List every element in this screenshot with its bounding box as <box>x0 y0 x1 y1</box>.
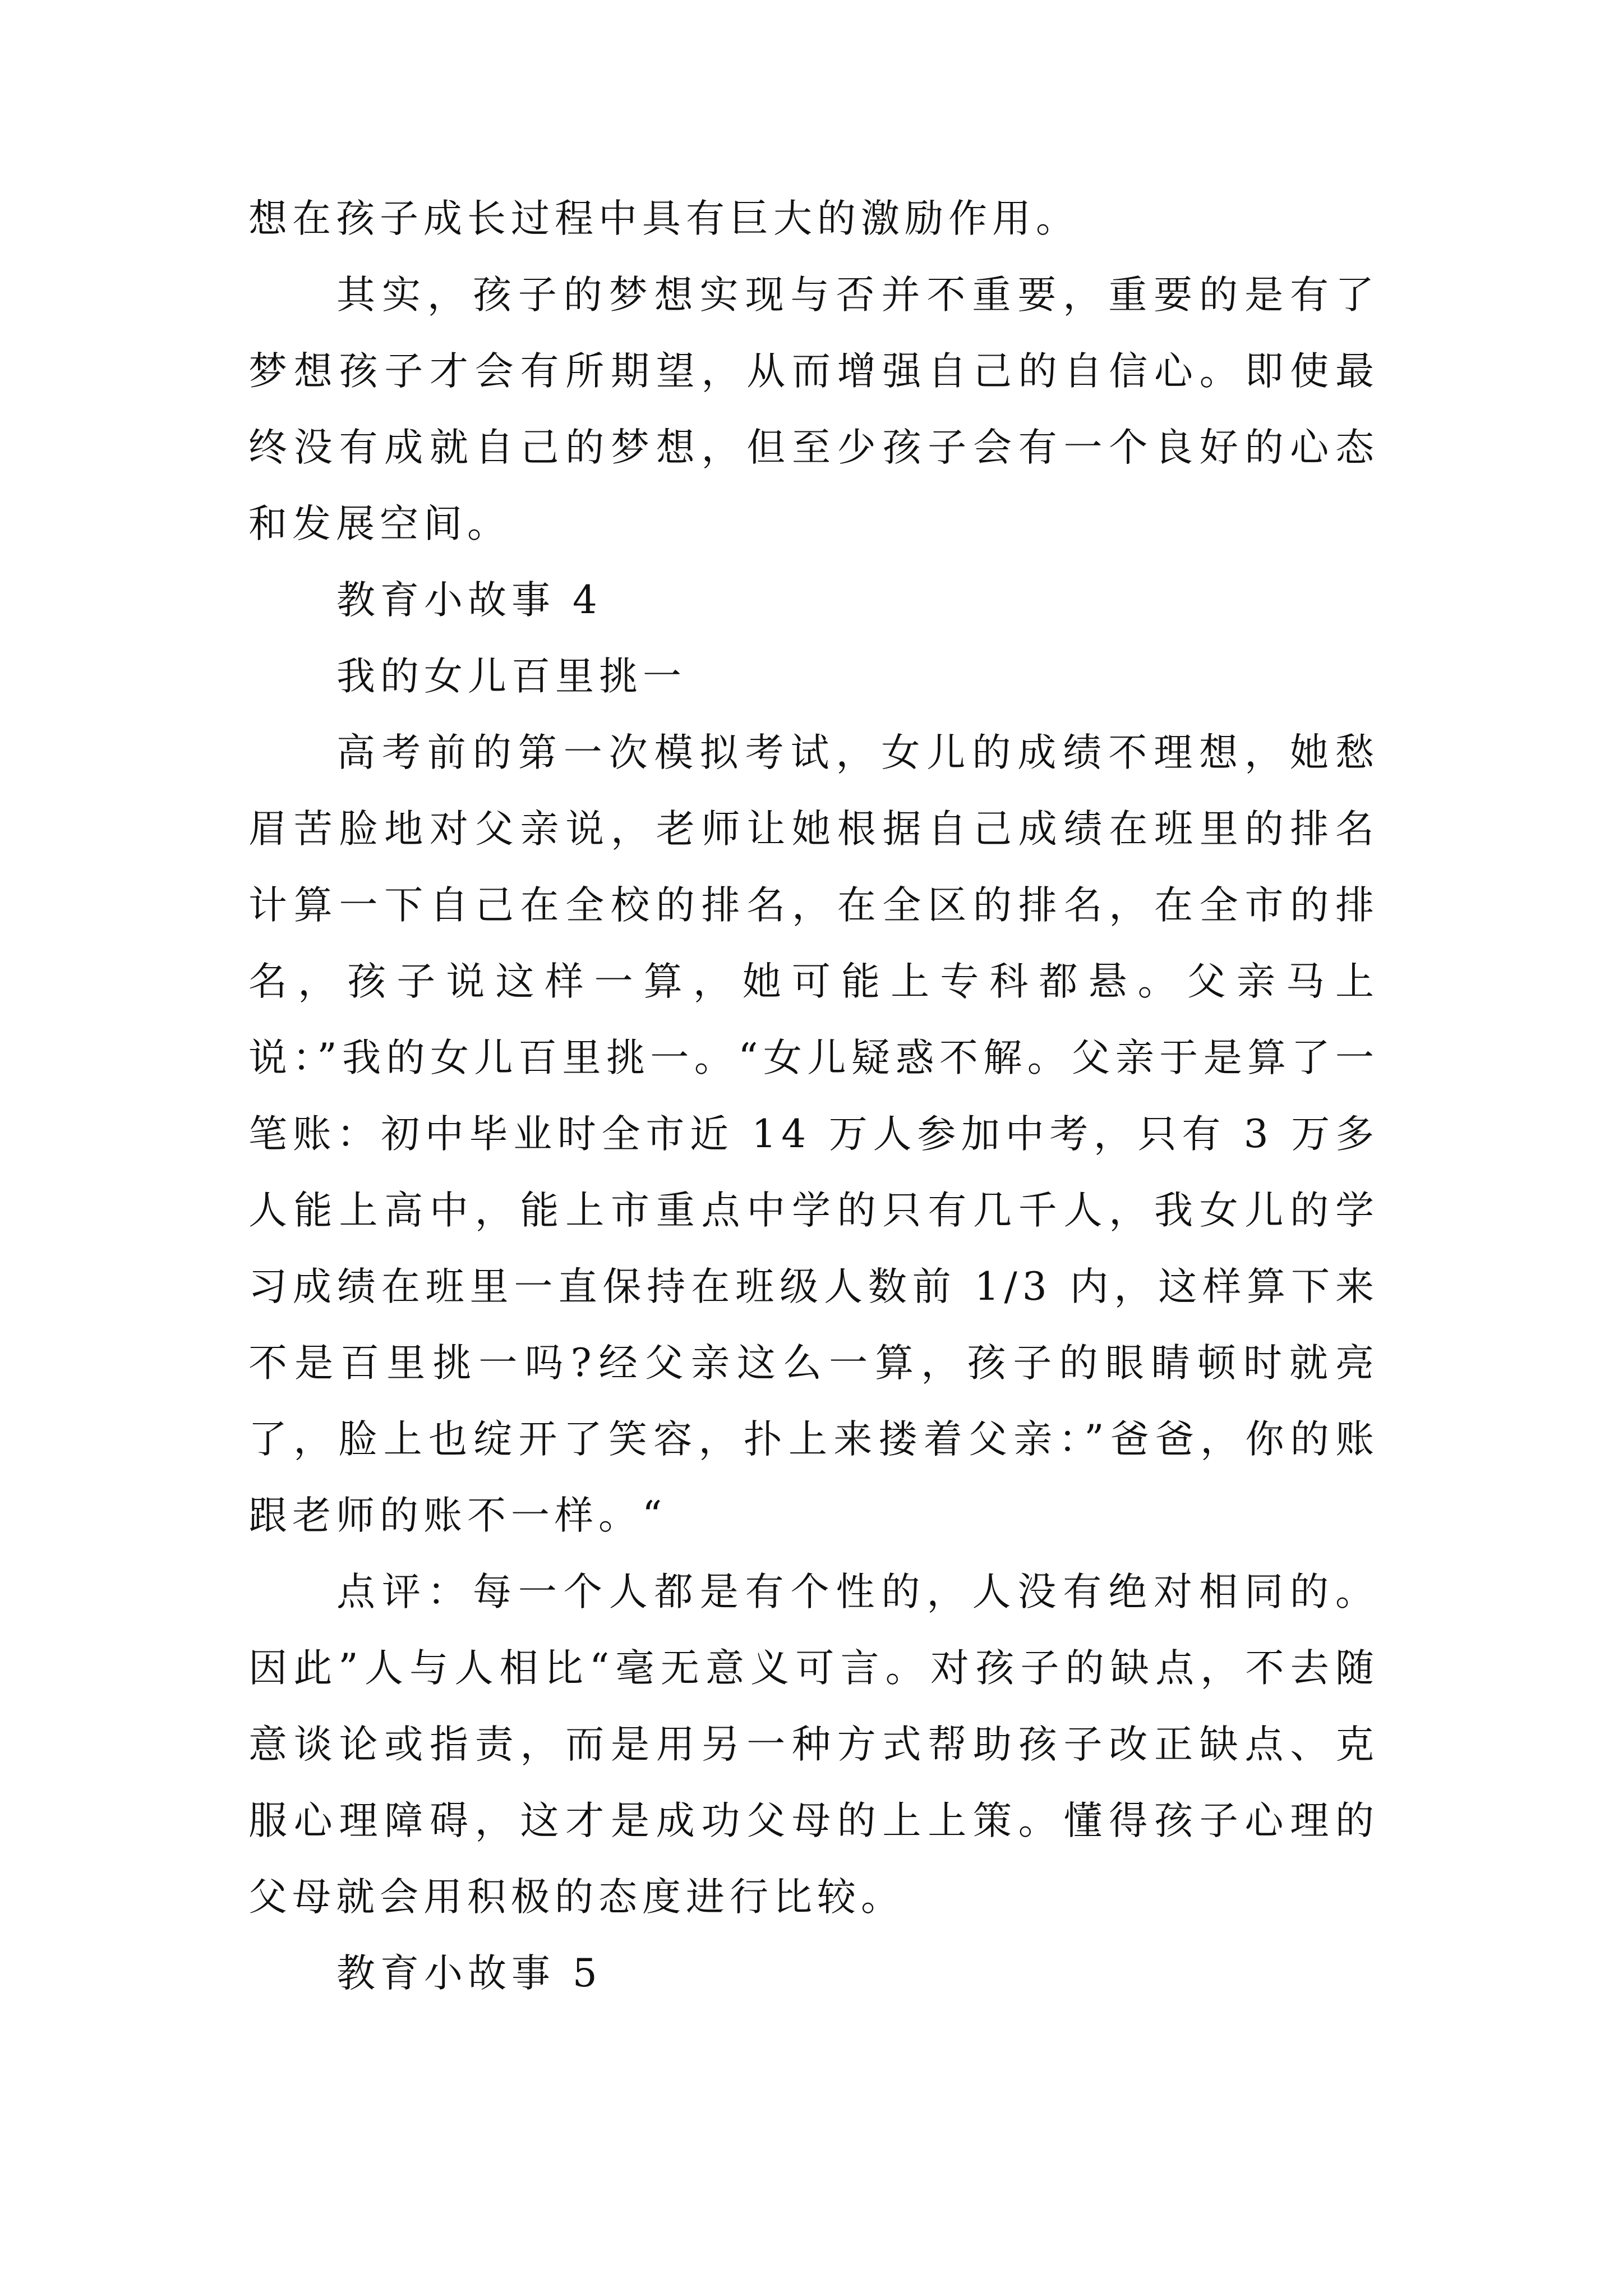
story-heading-4: 教育小故事 4 <box>336 578 602 623</box>
paragraph-story-body: 高考前的第一次模拟考试，女儿的成绩不理想，她愁眉苦脸地对父亲说，老师让她根据自己成绩在班里的排名计算一下自己在全校的排名，在全区的排名，在全市的排名，孩子说这样一算，她可能上专科都悬。父亲马上说：”我的女儿百里挑一。“女儿疑惑不解。父亲于是算了一笔账：初中毕业时全市近 14 万人参加中考，只有 3 万多人能上高中，能上市重点中学的只有几千人，我女儿的学习成绩在班里一直保持在班级人数前 1/3 内，这样算下来不是百里挑一吗?经父亲这么一算，孩子的眼睛顿时就亮了，脸上也绽开了笑容，扑上来搂着父亲：”爸爸，你的账跟老师的账不一样。“ <box>248 730 1379 1538</box>
paragraph-commentary: 点评：每一个人都是有个性的，人没有绝对相同的。因此”人与人相比“毫无意义可言。对孩子的缺点，不去随意谈论或指责，而是用另一种方式帮助孩子改正缺点、克服心理障碍，这才是成功父母的上上策。懂得孩子心理的父母就会用积极的态度进行比较。 <box>248 1570 1379 1920</box>
story-heading-5: 教育小故事 5 <box>336 1951 602 1996</box>
paragraph-continuation: 想在孩子成长过程中具有巨大的激励作用。 <box>248 196 1080 241</box>
paragraph-dream-importance: 其实，孩子的梦想实现与否并不重要，重要的是有了梦想孩子才会有所期望，从而增强自己的自信心。即使最终没有成就自己的梦想，但至少孩子会有一个良好的心态和发展空间。 <box>248 273 1379 546</box>
document-body <box>248 181 1379 2012</box>
story-title: 我的女儿百里挑一 <box>336 654 686 699</box>
